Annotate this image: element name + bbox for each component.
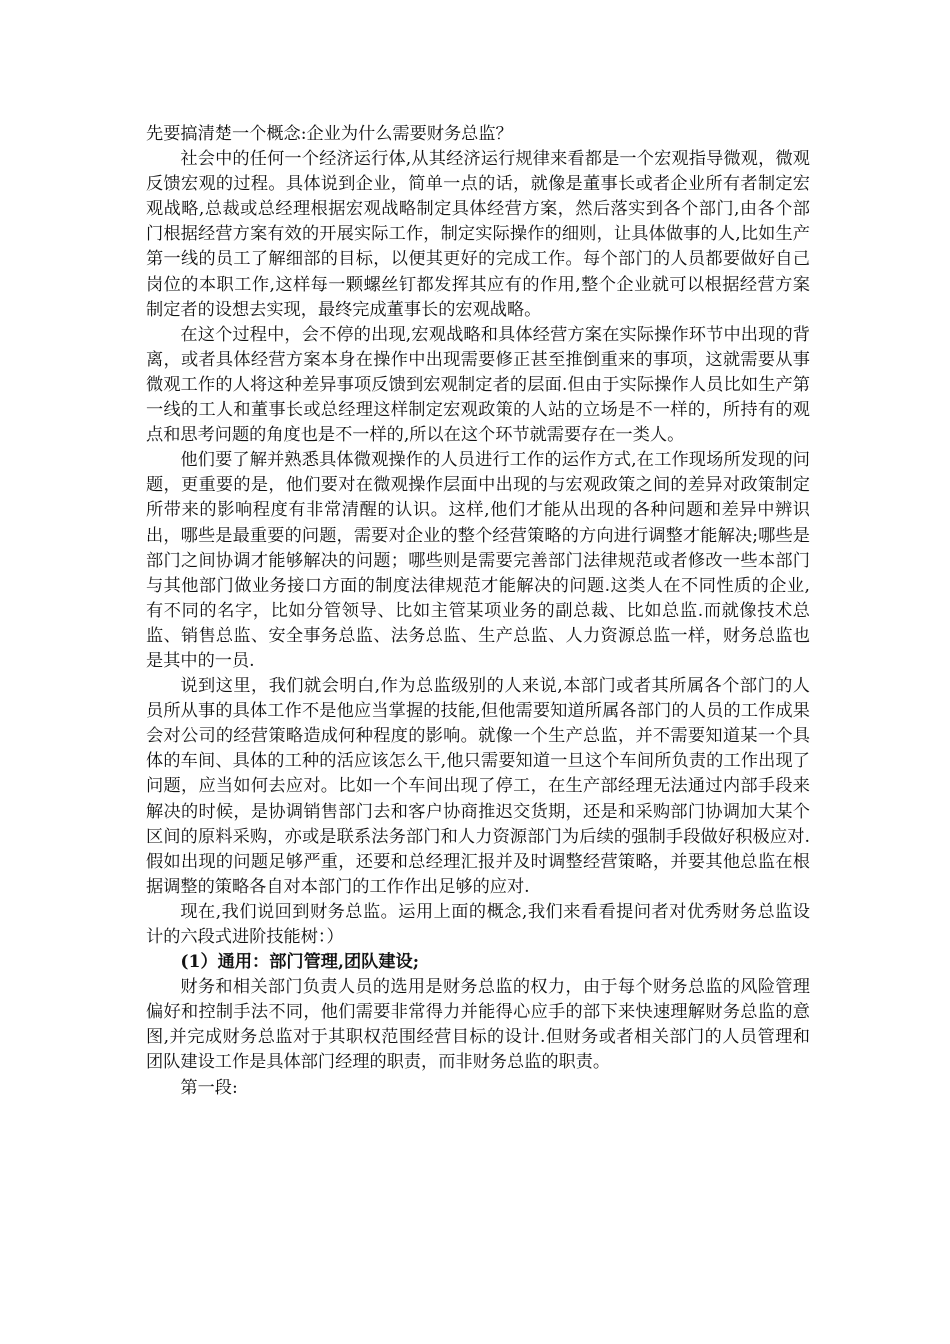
paragraph-director-skills: 说到这里，我们就会明白,作为总监级别的人来说,本部门或者其所属各个部门的人员所从事的具体工作不是他应当掌握的技能,但他需要知道所属各部门的人员的工作成果会对公司的经营策略造成何种程度的影响。就像一个生产总监，并不需要知道某一个具体的车间、具体的工种的活应该怎么干,他只需要知道一旦这个车间所负责的工作出现了问题，应当如何去应对。比如一个车间出现了停工，在生产部经理无法通过内部手段来解决的时候，是协调销售部门去和客户协商推迟交货期，还是和采购部门协调加大某个区间的原料采购，亦或是联系法务部门和人力资源部门为后续的强制手段做好积极应对.假如出现的问题足够严重，还要和总经理汇报并及时调整经营策略，并要其他总监在根据调整的策略各自对本部门的工作作出足够的应对.	[146, 676, 810, 897]
paragraph-team-building: 财务和相关部门负责人员的选用是财务总监的权力，由于每个财务总监的风险管理偏好和控制手法不同，他们需要非常得力并能得心应手的部下来快速理解财务总监的意图,并完成财务总监对于其职权范围经营目标的设计.但财务或者相关部门的人员管理和团队建设工作是具体部门经理的职责，而非财务总监的职责。	[146, 977, 810, 1073]
intro-question: 先要搞清楚一个概念:企业为什么需要财务总监？	[146, 124, 513, 144]
paragraph-director-role: 他们要了解并熟悉具体微观操作的人员进行工作的运作方式,在工作现场所发现的问题，更重要的是，他们要对在微观操作层面中出现的与宏观政策之间的差异对政策制定所带来的影响程度有非常清醒的认识。这样,他们才能从出现的各种问题和差异中辨识出，哪些是最重要的问题，需要对企业的整个经营策略的方向进行调整才能解决;哪些是部门之间协调才能够解决的问题；哪些则是需要完善部门法律规范或者修改一些本部门与其他部门做业务接口方面的制度法律规范才能解决的问题.这类人在不同性质的企业,有不同的名字，比如分管领导、比如主管某项业务的副总裁、比如总监.而就像技术总监、销售总监、安全事务总监、法务总监、生产总监、人力资源总监一样，财务总监也是其中的一员.	[146, 450, 810, 671]
section-heading-general: (1）通用：部门管理,团队建设;	[180, 952, 420, 973]
paragraph-cfo-intro: 现在,我们说回到财务总监。运用上面的概念,我们来看看提问者对优秀财务总监设计的六段式进阶技能树：）	[146, 901, 810, 947]
paragraph-economic-cycle: 社会中的任何一个经济运行体,从其经济运行规律来看都是一个宏观指导微观，微观反馈宏观的过程。具体说到企业，简单一点的话，就像是董事长或者企业所有者制定宏观战略,总裁或总经理根据宏观战略制定具体经营方案，然后落实到各个部门,由各个部门根据经营方案有效的开展实际工作，制定实际操作的细则，让具体做事的人,比如生产第一线的员工了解细部的目标，以便其更好的完成工作。每个部门的人员都要做好自己岗位的本职工作,这样每一颗螺丝钉都发挥其应有的作用,整个企业就可以根据经营方案制定者的设想去实现，最终完成董事长的宏观战略。	[146, 149, 810, 320]
paragraph-stage-one: 第一段:	[180, 1077, 238, 1098]
paragraph-deviation: 在这个过程中，会不停的出现,宏观战略和具体经营方案在实际操作环节中出现的背离，或者具体经营方案本身在操作中出现需要修正甚至推倒重来的事项，这就需要从事微观工作的人将这种差异事项反馈到宏观制定者的层面.但由于实际操作人员比如生产第一线的工人和董事长或总经理这样制定宏观政策的人站的立场是不一样的，所持有的观点和思考问题的角度也是不一样的,所以在这个环节就需要存在一类人。	[146, 324, 810, 446]
document-page	[146, 122, 810, 1101]
